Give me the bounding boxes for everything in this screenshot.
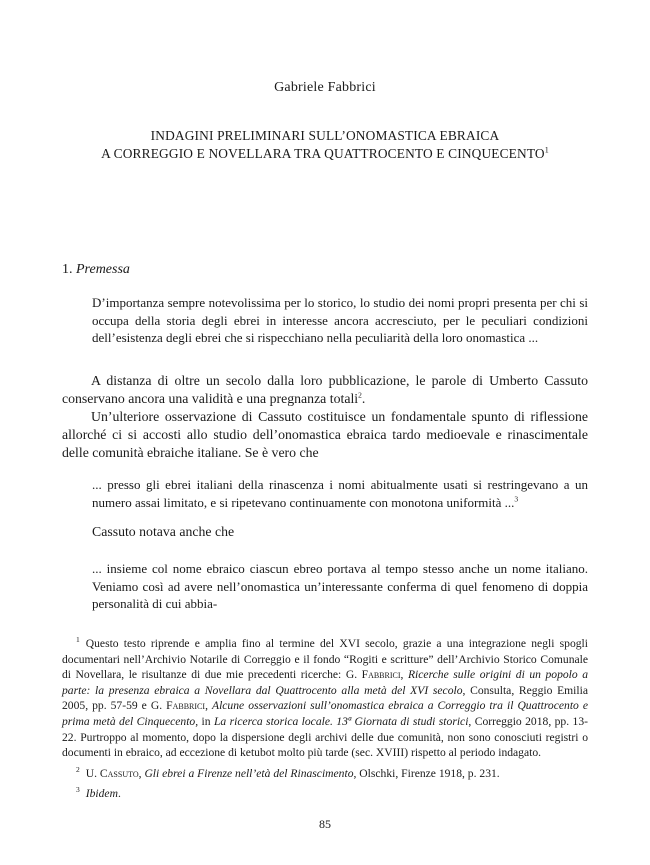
- paragraph-1: A distanza di oltre un secolo dalla loro pubblicazione, le parole di Umberto Cassuto conservano ancora una validità e una pregnanza totali$^2$.: [62, 373, 588, 406]
- footnotes: [62, 636, 588, 807]
- section-heading: [62, 262, 130, 278]
- footnote-ref-1[interactable]: 1: [544, 145, 549, 155]
- footnote-ref-3[interactable]: 3: [514, 494, 519, 504]
- section-number: 1.: [62, 262, 73, 277]
- block-quote-1: D’importanza sempre notevolissima per lo storico, lo studio dei nomi propri presenta per chi si occupa della storia degli ebrei in interesse ancora accresciuto, per le peculiari condizioni dell’esistenza degli ebrei che si rispecchiano nella peculiarità della loro onomastica ...: [92, 295, 588, 345]
- author-name: Gabriele Fabbrici: [274, 80, 376, 95]
- block-quote-2: ... presso gli ebrei italiani della rinascenza i nomi abitualmente usati si restringevano a un numero assai limitato, e si ripetevano continuamente con monotona uniformità ...$^3$: [92, 477, 588, 510]
- article-title: [40, 127, 610, 163]
- paragraph-2: Un’ulteriore osservazione di Cassuto costituisce un fondamentale spunto di riflessione allorché ci si accosti allo studio dell’onomastica ebraica tardo medioevale e rinascimentale delle comunità ebraiche italiane. Se è vero che: [62, 409, 588, 460]
- footnote-1: $^1$ Questo testo riprende e amplia fino al termine del XVI secolo, grazie a una integrazione negli spogli documentari nell’Archivio Notarile di Correggio e il fondo “Rogiti e scritture” dell’Archivio Storico Comunale di Novellara, le risultanze di due mie precedenti ricerche: G. Fabbrici, Ricerche sulle origini di un popolo a parte: la presenza ebraica a Novellara dal Quattrocento alla metà del XVI secolo, Consulta, Reggio Emilia 2005, pp. 57-59 e G. Fabbrici, Alcune osservazioni sull’onomastica ebraica a Correggio tra il Quattrocento e prima metà del Cinquecento, in La ricerca storica locale. 13ª Giornata di studi storici, Correggio 2018, pp. 13-22. Purtroppo al momento, dopo la dispersione degli archivi delle due comunità, non sono conosciuti registri o documenti in ebraico, ad eccezione di ketubot molto più tarde (sec. XVIII) rispetto al periodo indagato.: [62, 635, 589, 760]
- page-number: 85: [319, 817, 331, 831]
- title-line-1: INDAGINI PRELIMINARI SULL’ONOMASTICA EBRAICA: [150, 128, 500, 143]
- title-line-2: A CORREGGIO E NOVELLARA TRA QUATTROCENTO E CINQUECENTO$^1$: [101, 145, 549, 161]
- footnote-ref-2[interactable]: 2: [358, 390, 362, 400]
- block-quote-3: ... insieme col nome ebraico ciascun ebreo portava al tempo stesso anche un nome italiano. Veniamo così ad avere nell’onomastica un’interessante conferma di quel fenomeno di doppia personalità di cui abbia-: [92, 561, 588, 611]
- section-label: Premessa: [76, 262, 130, 277]
- footnote-2: $^2$ U. Cassuto, Gli ebrei a Firenze nell’età del Rinascimento, Olschki, Firenze 1918, p. 231.: [76, 764, 500, 780]
- footnote-3: $^3$ Ibidem.: [76, 785, 121, 801]
- cassuto-line: Cassuto notava anche che: [92, 524, 235, 539]
